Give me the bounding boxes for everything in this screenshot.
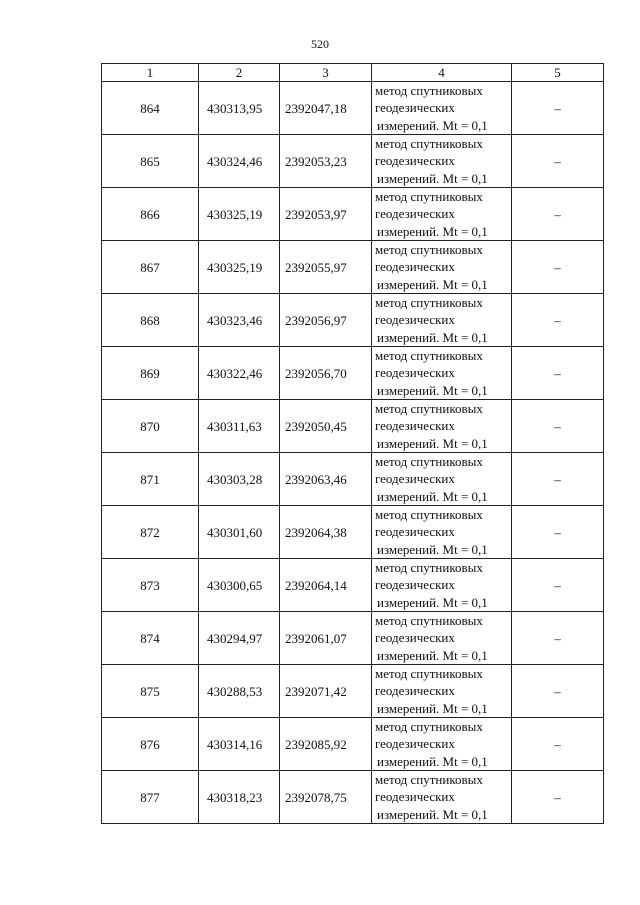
x-coordinate-cell: 430294,97	[199, 612, 280, 665]
method-cell	[372, 612, 512, 665]
header-cell-5: 5	[512, 64, 604, 82]
method-line: измерений. Mt = 0,1	[377, 276, 488, 292]
note-cell	[512, 506, 604, 559]
y-coordinate-cell: 2392053,23	[280, 135, 372, 188]
point-number-cell: 877	[102, 771, 199, 824]
x-coordinate-cell: 430303,28	[199, 453, 280, 506]
method-line: метод спутниковых	[375, 613, 483, 629]
x-coordinate-cell: 430314,16	[199, 718, 280, 771]
table-row	[102, 718, 604, 771]
note-cell	[512, 400, 604, 453]
x-coordinate-cell: 430323,46	[199, 294, 280, 347]
method-line: измерений. Mt = 0,1	[377, 647, 488, 663]
y-coordinate-cell: 2392050,45	[280, 400, 372, 453]
method-cell	[372, 188, 512, 241]
method-cell	[372, 82, 512, 135]
method-line: геодезических	[375, 312, 455, 328]
point-number-cell: 866	[102, 188, 199, 241]
point-number-cell: 870	[102, 400, 199, 453]
method-line: геодезических	[375, 524, 455, 540]
dash-mark: –	[554, 365, 561, 381]
table-row	[102, 188, 604, 241]
dash-mark: –	[554, 577, 561, 593]
method-line: геодезических	[375, 683, 455, 699]
method-line: геодезических	[375, 736, 455, 752]
method-line: метод спутниковых	[375, 83, 483, 99]
method-cell	[372, 241, 512, 294]
note-cell	[512, 612, 604, 665]
y-coordinate-cell: 2392055,97	[280, 241, 372, 294]
method-line: измерений. Mt = 0,1	[377, 700, 488, 716]
x-coordinate-cell: 430325,19	[199, 188, 280, 241]
method-line: метод спутниковых	[375, 189, 483, 205]
note-cell	[512, 82, 604, 135]
method-cell	[372, 718, 512, 771]
y-coordinate-cell: 2392064,14	[280, 559, 372, 612]
method-line: измерений. Mt = 0,1	[377, 435, 488, 451]
method-cell	[372, 453, 512, 506]
method-line: метод спутниковых	[375, 136, 483, 152]
dash-mark: –	[554, 100, 561, 116]
note-cell	[512, 718, 604, 771]
dash-mark: –	[554, 153, 561, 169]
y-coordinate-cell: 2392085,92	[280, 718, 372, 771]
method-line: метод спутниковых	[375, 772, 483, 788]
table-row	[102, 82, 604, 135]
method-cell	[372, 559, 512, 612]
method-line: геодезических	[375, 418, 455, 434]
method-line: измерений. Mt = 0,1	[377, 488, 488, 504]
method-line: метод спутниковых	[375, 295, 483, 311]
table-row	[102, 400, 604, 453]
y-coordinate-cell: 2392047,18	[280, 82, 372, 135]
point-number-cell: 867	[102, 241, 199, 294]
note-cell	[512, 241, 604, 294]
dash-mark: –	[554, 206, 561, 222]
method-line: геодезических	[375, 365, 455, 381]
method-line: измерений. Mt = 0,1	[377, 117, 488, 133]
header-cell-4: 4	[372, 64, 512, 82]
header-cell-1: 1	[102, 64, 199, 82]
y-coordinate-cell: 2392071,42	[280, 665, 372, 718]
method-line: измерений. Mt = 0,1	[377, 541, 488, 557]
note-cell	[512, 771, 604, 824]
dash-mark: –	[554, 524, 561, 540]
method-cell	[372, 506, 512, 559]
dash-mark: –	[554, 418, 561, 434]
table-row	[102, 665, 604, 718]
y-coordinate-cell: 2392053,97	[280, 188, 372, 241]
y-coordinate-cell: 2392061,07	[280, 612, 372, 665]
table-row	[102, 612, 604, 665]
x-coordinate-cell: 430311,63	[199, 400, 280, 453]
point-number-cell: 874	[102, 612, 199, 665]
method-line: измерений. Mt = 0,1	[377, 382, 488, 398]
method-line: измерений. Mt = 0,1	[377, 806, 488, 822]
dash-mark: –	[554, 312, 561, 328]
dash-mark: –	[554, 736, 561, 752]
note-cell	[512, 453, 604, 506]
note-cell	[512, 135, 604, 188]
x-coordinate-cell: 430288,53	[199, 665, 280, 718]
note-cell	[512, 347, 604, 400]
x-coordinate-cell: 430322,46	[199, 347, 280, 400]
dash-mark: –	[554, 471, 561, 487]
method-cell	[372, 771, 512, 824]
method-line: метод спутниковых	[375, 507, 483, 523]
table-row	[102, 241, 604, 294]
method-line: геодезических	[375, 789, 455, 805]
point-number-cell: 873	[102, 559, 199, 612]
page-number: 520	[311, 37, 329, 51]
y-coordinate-cell: 2392063,46	[280, 453, 372, 506]
point-number-cell: 875	[102, 665, 199, 718]
method-line: геодезических	[375, 259, 455, 275]
note-cell	[512, 188, 604, 241]
dash-mark: –	[554, 259, 561, 275]
point-number-cell: 864	[102, 82, 199, 135]
method-line: геодезических	[375, 153, 455, 169]
table-row	[102, 453, 604, 506]
method-cell	[372, 294, 512, 347]
method-line: измерений. Mt = 0,1	[377, 753, 488, 769]
table-row	[102, 294, 604, 347]
method-cell	[372, 135, 512, 188]
method-line: измерений. Mt = 0,1	[377, 329, 488, 345]
header-cell-2: 2	[199, 64, 280, 82]
header-cell-3: 3	[280, 64, 372, 82]
dash-mark: –	[554, 683, 561, 699]
method-line: метод спутниковых	[375, 666, 483, 682]
method-cell	[372, 347, 512, 400]
method-line: геодезических	[375, 100, 455, 116]
method-cell	[372, 400, 512, 453]
x-coordinate-cell: 430301,60	[199, 506, 280, 559]
y-coordinate-cell: 2392064,38	[280, 506, 372, 559]
method-line: геодезических	[375, 630, 455, 646]
y-coordinate-cell: 2392056,97	[280, 294, 372, 347]
method-line: измерений. Mt = 0,1	[377, 594, 488, 610]
note-cell	[512, 665, 604, 718]
table-row	[102, 559, 604, 612]
table-row	[102, 347, 604, 400]
method-line: измерений. Mt = 0,1	[377, 223, 488, 239]
note-cell	[512, 294, 604, 347]
table-header-row	[102, 64, 604, 82]
dash-mark: –	[554, 630, 561, 646]
method-line: метод спутниковых	[375, 454, 483, 470]
y-coordinate-cell: 2392056,70	[280, 347, 372, 400]
table-row	[102, 506, 604, 559]
x-coordinate-cell: 430325,19	[199, 241, 280, 294]
point-number-cell: 871	[102, 453, 199, 506]
y-coordinate-cell: 2392078,75	[280, 771, 372, 824]
point-number-cell: 869	[102, 347, 199, 400]
x-coordinate-cell: 430324,46	[199, 135, 280, 188]
x-coordinate-cell: 430318,23	[199, 771, 280, 824]
coordinates-table	[101, 63, 604, 824]
method-line: метод спутниковых	[375, 719, 483, 735]
method-line: геодезических	[375, 206, 455, 222]
note-cell	[512, 559, 604, 612]
point-number-cell: 876	[102, 718, 199, 771]
method-line: метод спутниковых	[375, 401, 483, 417]
method-line: геодезических	[375, 471, 455, 487]
point-number-cell: 865	[102, 135, 199, 188]
method-line: метод спутниковых	[375, 560, 483, 576]
point-number-cell: 868	[102, 294, 199, 347]
point-number-cell: 872	[102, 506, 199, 559]
method-line: измерений. Mt = 0,1	[377, 170, 488, 186]
method-line: геодезических	[375, 577, 455, 593]
method-line: метод спутниковых	[375, 242, 483, 258]
table-row	[102, 135, 604, 188]
x-coordinate-cell: 430300,65	[199, 559, 280, 612]
method-line: метод спутниковых	[375, 348, 483, 364]
method-cell	[372, 665, 512, 718]
x-coordinate-cell: 430313,95	[199, 82, 280, 135]
table-row	[102, 771, 604, 824]
dash-mark: –	[554, 789, 561, 805]
